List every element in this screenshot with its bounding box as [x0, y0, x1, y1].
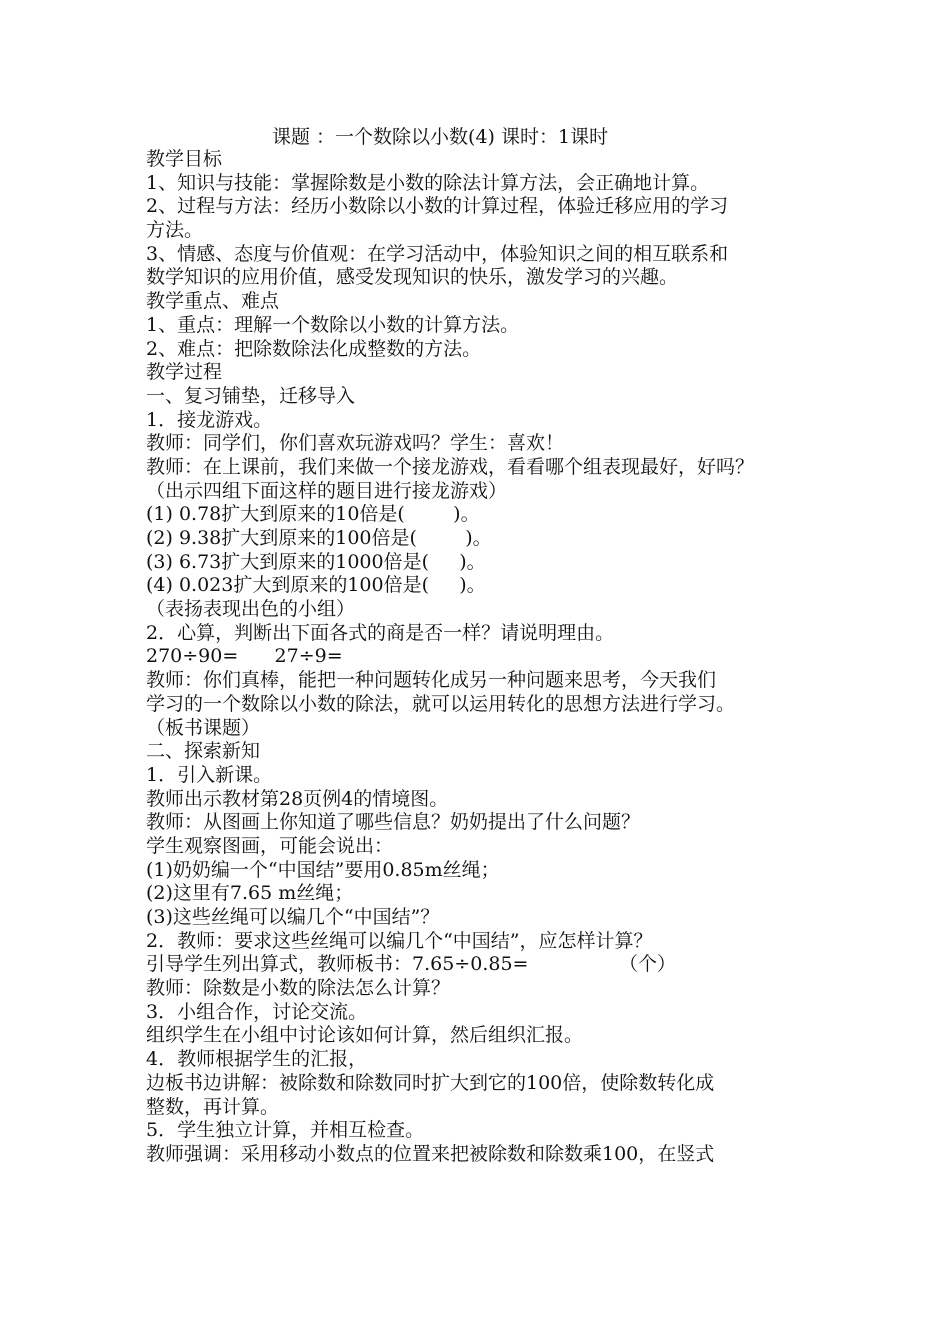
text-line: 数学知识的应用价值，感受发现知识的快乐，激发学习的兴趣。	[146, 266, 679, 289]
text-line: （表扬表现出色的小组）	[146, 598, 356, 621]
text-line: (1)奶奶编一个“中国结”要用0.85m丝绳；	[146, 858, 500, 881]
text-line: 教师强调：采用移动小数点的位置来把被除数和除数乘100，在竖式	[146, 1142, 715, 1165]
text-line: 5．学生独立计算，并相互检查。	[146, 1119, 425, 1142]
text-line: 3．小组合作，讨论交流。	[146, 1000, 368, 1023]
text-line: 2、难点：把除数除法化成整数的方法。	[146, 337, 482, 360]
text-line: 组织学生在小组中讨论该如何计算，然后组织汇报。	[146, 1024, 584, 1047]
text-line: 一、复习铺垫，迁移导入	[146, 384, 356, 407]
text-line: 教师：除数是小数的除法怎么计算？	[146, 977, 451, 1000]
text-line: (1) 0.78扩大到原来的10倍是( )。	[146, 503, 480, 526]
text-line: 2．教师：要求这些丝绳可以编几个“中国结”，应怎样计算？	[146, 929, 653, 952]
text-line: 教师：在上课前，我们来做一个接龙游戏，看看哪个组表现最好，好吗？	[146, 455, 755, 478]
text-line: (3)这些丝绳可以编几个“中国结”？	[146, 906, 440, 928]
text-line: 270÷90= 27÷9=	[146, 645, 343, 668]
text-line: 教学目标	[146, 148, 223, 170]
text-line: 教师：从图画上你知道了哪些信息？奶奶提出了什么问题？	[146, 811, 641, 834]
text-line: 教师：同学们，你们喜欢玩游戏吗？学生：喜欢！	[146, 432, 565, 455]
text-line: 教师：你们真棒，能把一种问题转化成另一种问题来思考，今天我们	[146, 669, 717, 692]
text-line: 3、情感、态度与价值观：在学习活动中，体验知识之间的相互联系和	[146, 242, 729, 265]
text-line: 1．引入新课。	[146, 763, 273, 786]
text-line: （板书课题）	[146, 716, 261, 739]
text-line: 学习的一个数除以小数的除法，就可以运用转化的思想方法进行学习。	[146, 692, 736, 715]
text-line: 1．接龙游戏。	[146, 408, 273, 431]
text-line: 4．教师根据学生的汇报，	[146, 1048, 368, 1071]
text-line: 引导学生列出算式，教师板书：7.65÷0.85= （个）	[146, 953, 677, 976]
text-line: 学生观察图画，可能会说出：	[146, 834, 394, 857]
text-line: 2、过程与方法：经历小数除以小数的计算过程，体验迁移应用的学习	[146, 195, 729, 218]
text-line: （出示四组下面这样的题目进行接龙游戏）	[146, 479, 508, 502]
lesson-body	[146, 148, 836, 1167]
text-line: 2．心算，判断出下面各式的商是否一样？请说明理由。	[146, 621, 615, 644]
text-line: 方法。	[146, 219, 204, 242]
text-line: 整数，再计算。	[146, 1095, 280, 1118]
text-line: 教学过程	[146, 361, 223, 384]
lesson-title: 课题 ：一个数除以小数(4) 课时：1课时	[272, 126, 609, 148]
text-line: 1、知识与技能：掌握除数是小数的除法计算方法，会正确地计算。	[146, 171, 710, 194]
text-line: 边板书边讲解：被除数和除数同时扩大到它的100倍，使除数转化成	[146, 1071, 715, 1094]
text-line: (2) 9.38扩大到原来的100倍是( )。	[146, 527, 492, 549]
text-line: (2)这里有7.65 m丝绳；	[146, 882, 354, 905]
text-line: 教学重点、难点	[146, 290, 280, 313]
text-line: 二、探索新知	[146, 740, 261, 763]
text-line: 1、重点：理解一个数除以小数的计算方法。	[146, 313, 520, 336]
text-line: 教师出示教材第28页例4的情境图。	[146, 787, 449, 810]
text-line: (3) 6.73扩大到原来的1000倍是( )。	[146, 550, 486, 573]
text-line: (4) 0.023扩大到原来的100倍是( )。	[146, 574, 486, 597]
